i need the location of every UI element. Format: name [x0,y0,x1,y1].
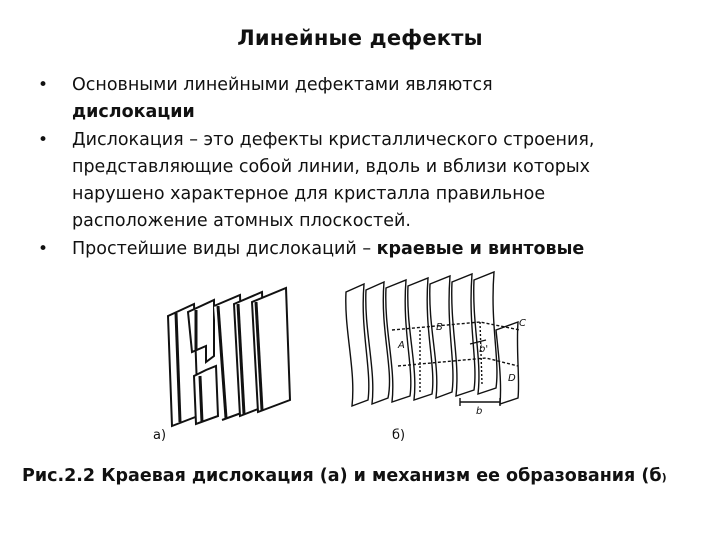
dislocation-diagram [0,270,720,450]
bullet-2-text: Дислокация – это дефекты кристаллического строения, представляющие собой линии, вдоль и вблизи которых нарушено характерное для кристалла правильное расположение атомных плоскостей. [72,130,595,231]
dislocation-figure [0,270,720,450]
figure-label-a: а) [153,428,167,443]
bullet-3-bold: краевые и винтовые [376,239,585,259]
bullet-dot-icon: • [38,239,49,259]
caption-main: Рис.2.2 Краевая дислокация (а) и механизм ее образования (б [22,466,662,486]
bullet-3-text: Простейшие виды дислокаций – [72,239,377,259]
bullet-dot-icon: • [38,130,49,150]
bullet-dot-icon: • [38,75,49,95]
figure-label-b: б) [392,428,406,443]
edge-dislocation-drawing [168,288,290,426]
bullet-1-bold: дислокации [72,102,195,122]
letter-b-lower: b [476,406,483,417]
bullet-item-1 [38,72,678,126]
letter-a: A [398,340,405,351]
bullet-item-2 [38,127,678,235]
caption-end: ) [661,471,667,484]
letter-d: D [508,373,516,384]
mechanism-drawing [346,272,520,406]
page-title: Линейные дефекты [237,26,483,50]
figure-caption [22,466,712,486]
bullet-list [38,72,678,264]
letter-c: C [519,318,526,329]
letter-b-prime: b' [479,344,489,355]
bullet-item-3 [38,236,678,263]
bullet-1-text: Основными линейными дефектами являются [72,75,493,95]
letter-b-upper: B [436,322,443,333]
